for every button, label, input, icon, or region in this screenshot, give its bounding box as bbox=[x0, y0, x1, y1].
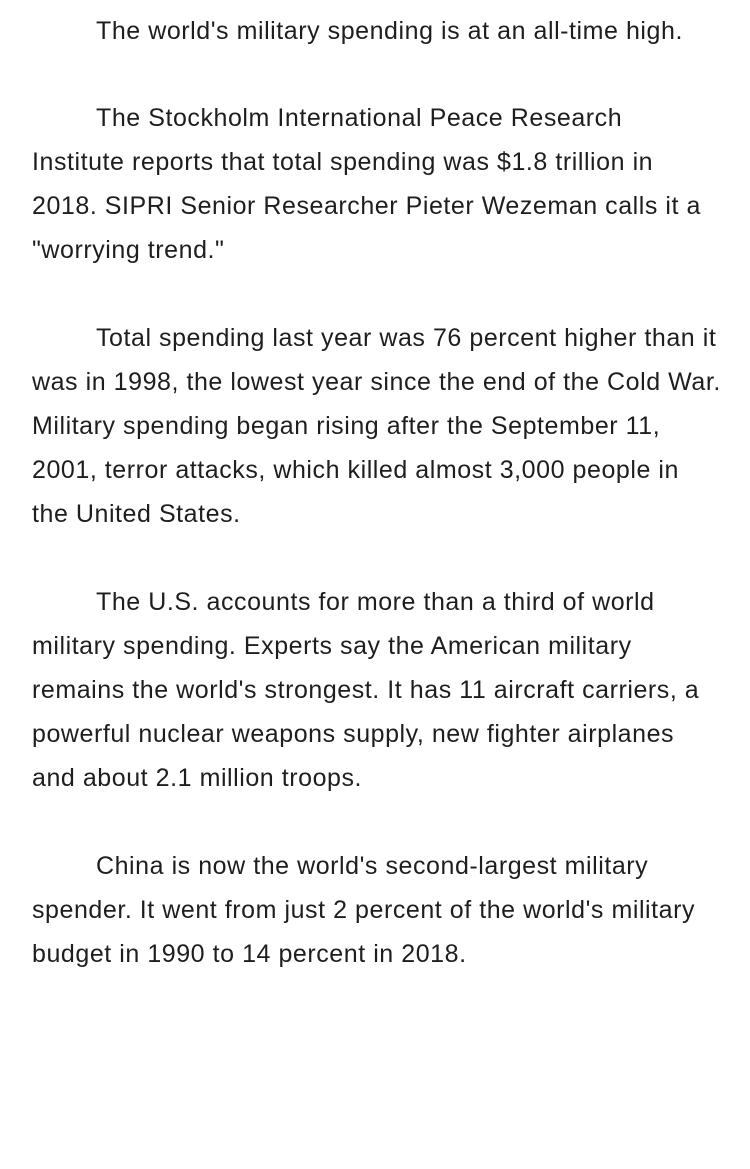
paragraph-china-spending: China is now the world's second-largest military spender. It went from just 2 percent of the world's military budget in 1990 to 14 percent in 2018. bbox=[32, 852, 696, 968]
paragraph-us-spending: The U.S. accounts for more than a third of world military spending. Experts say the American military remains the world's strongest. It has 11 aircraft carriers, a powerful nuclear weapons supply, new fighter airplanes and about 2.1 million troops. bbox=[32, 588, 700, 792]
paragraph-sipri-report: The Stockholm International Peace Research Institute reports that total spending was $1.8 trillion in 2018. SIPRI Senior Researcher Pieter Wezeman calls it a "worrying trend." bbox=[32, 104, 701, 264]
article-body bbox=[32, 0, 722, 976]
paragraph-intro: The world's military spending is at an all-time high. bbox=[96, 17, 683, 45]
paragraph-spending-growth: Total spending last year was 76 percent higher than it was in 1998, the lowest year since the end of the Cold War. Military spending began rising after the September 11, 2001, terror attacks, which killed almost 3,000 people in the United States. bbox=[32, 324, 721, 528]
